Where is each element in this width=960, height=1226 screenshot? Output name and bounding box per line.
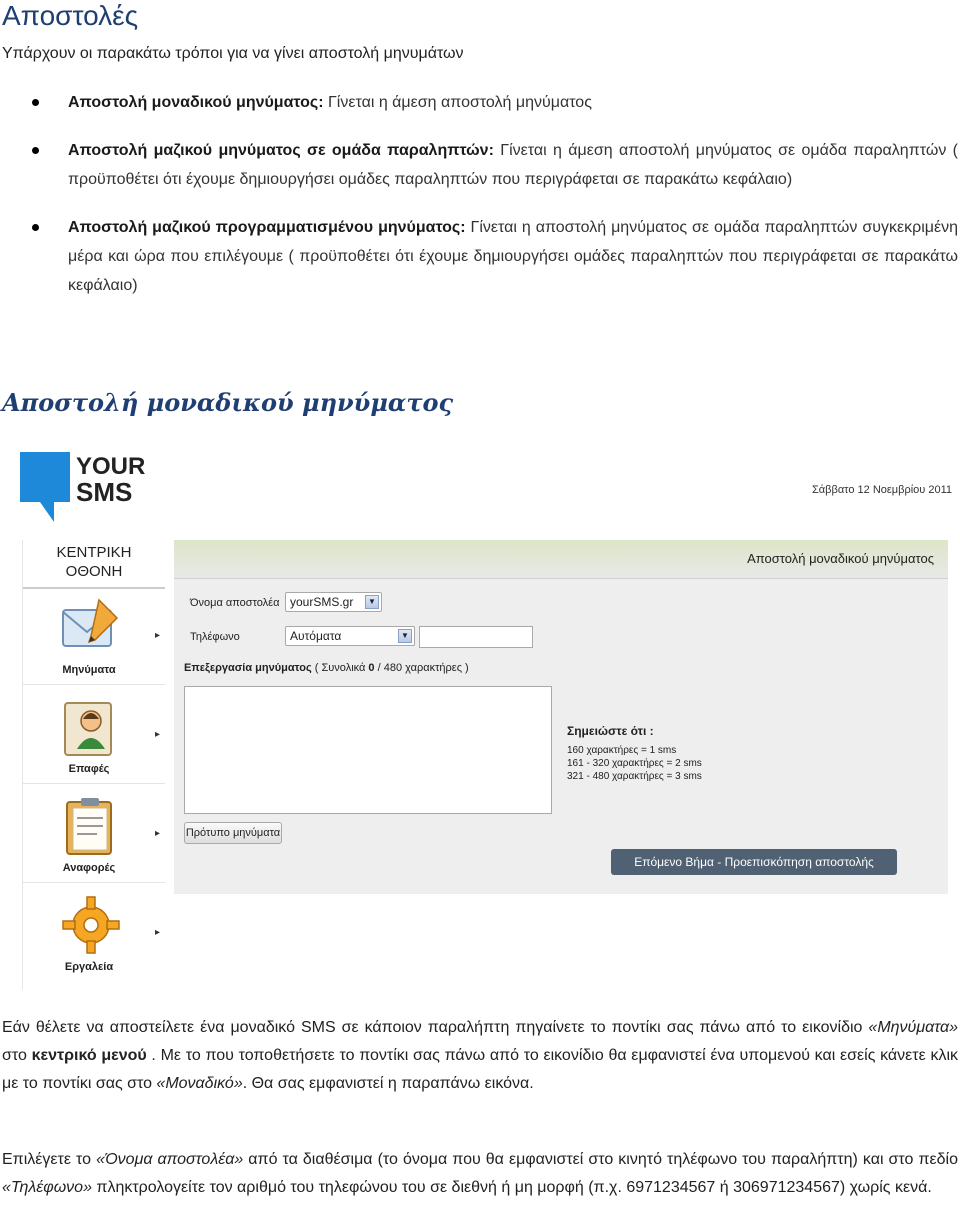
sidebar-item-label: Μηνύματα <box>62 664 116 676</box>
sidebar-item-label: Επαφές <box>68 763 110 775</box>
logo-bottom-text: SMS <box>76 477 133 507</box>
panel-header <box>174 540 948 579</box>
chevron-right-icon: ▸ <box>155 828 161 839</box>
note-line: 161 - 320 χαρακτήρες = 2 sms <box>567 758 702 769</box>
phone-number-input[interactable] <box>419 626 533 648</box>
list-item: Αποστολή μοναδικού μηνύματος: Γίνεται η άμεση αποστολή μηνύματος <box>0 88 960 117</box>
chevron-right-icon: ▸ <box>155 729 161 740</box>
chevron-right-icon: ▸ <box>155 927 161 938</box>
sender-label: Όνομα αποστολέα <box>190 597 280 609</box>
edit-message-label: Επεξεργασία μηνύματος ( Συνολικά 0 / 480 χαρακτήρες ) <box>184 662 469 674</box>
bullet-list <box>0 88 960 319</box>
sidebar-item-label: Εργαλεία <box>64 961 114 973</box>
panel-title: Αποστολή μοναδικού μηνύματος <box>747 551 934 566</box>
note-line: 160 χαρακτήρες = 1 sms <box>567 745 677 756</box>
sender-select[interactable]: yourSMS.gr ▼ <box>285 592 382 612</box>
note-line: 321 - 480 χαρακτήρες = 3 sms <box>567 771 702 782</box>
logo-top-text: YOUR <box>76 453 146 480</box>
next-step-button[interactable]: Επόμενο Βήμα - Προεπισκόπηση αποστολής <box>611 849 897 875</box>
sidebar-title: ΚΕΝΤΡΙΚΗ ΟΘΟΝΗ <box>23 540 165 589</box>
sidebar-item-messages[interactable] <box>23 586 165 685</box>
bullet-icon <box>32 224 39 231</box>
char-counter: 0 <box>368 662 375 674</box>
sidebar-item-reports[interactable] <box>23 784 165 883</box>
paragraph-2: Επιλέγετε το «Όνομα αποστολέα» από τα διαθέσιμα (το όνομα που θα εμφανιστεί στο κινητό τηλέφωνο του παραλήπτη) και στο πεδίο «Τηλέφωνο» πληκτρολογείτε τον αριθμό του τηλεφώνου του σε διεθνή ή μη μορφή (π.χ. 6971234567 ή 306971234567) χωρίς κενά. <box>2 1151 958 1196</box>
template-button[interactable]: Πρότυπο μηνύματα <box>184 822 282 844</box>
intro-text: Υπάρχουν οι παρακάτω τρόποι για να γίνει αποστολή μηνυμάτων <box>2 45 464 62</box>
contacts-icon <box>59 695 123 759</box>
messages-icon <box>59 596 123 660</box>
paragraph-1: Εάν θέλετε να αποστείλετε ένα μοναδικό SMS σε κάποιον παραλήπτη πηγαίνετε το ποντίκι σας πάνω από το εικονίδιο «Μηνύματα» στο κεντρικό μενού . Με το που τοποθετήσετε το ποντίκι σας πάνω από το εικονίδιο θα εμφανιστεί ένα υπομενού και εσείς κάνετε κλικ με το ποντίκι σας στο «Μοναδικό». Θα σας εμφανιστεί η παραπάνω εικόνα. <box>2 1019 959 1092</box>
section-subtitle: Αποστολή μοναδικού μηνύματος <box>2 388 454 417</box>
message-textarea[interactable] <box>184 686 552 814</box>
chevron-down-icon: ▼ <box>398 629 412 643</box>
notes-title: Σημειώστε ότι : <box>567 724 654 738</box>
chevron-right-icon: ▸ <box>155 630 161 641</box>
date-text: Σάββατο 12 Νοεμβρίου 2011 <box>812 484 953 496</box>
phone-label: Τηλέφωνο <box>190 631 240 643</box>
bullet-icon <box>32 147 39 154</box>
list-item: Αποστολή μαζικού προγραμματισμένου μηνύματος: Γίνεται η αποστολή μηνύματος σε ομάδα παραληπτών συγκεκριμένη μέρα και ώρα που επιλέγουμε ( προϋποθέτει ότι έχουμε δημιουργήσει ομάδες παραληπτών που περιγράφεται σε παρακάτω κεφάλαιο) <box>0 213 960 300</box>
page-title: Αποστολές <box>2 0 139 31</box>
phone-select[interactable]: Αυτόματα ▼ <box>285 626 415 646</box>
chevron-down-icon: ▼ <box>365 595 379 609</box>
tools-icon <box>59 893 123 957</box>
bullet-icon <box>32 99 39 106</box>
sidebar-item-label: Αναφορές <box>62 862 116 874</box>
list-item: Αποστολή μαζικού μηνύματος σε ομάδα παραληπτών: Γίνεται η άμεση αποστολή μηνύματος σε ομάδα παραληπτών ( προϋποθέτει ότι έχουμε δημιουργήσει ομάδες παραληπτών που περιγράφεται σε παρακάτω κεφάλαιο) <box>0 136 960 194</box>
sidebar-item-contacts[interactable] <box>23 685 165 784</box>
sidebar <box>22 540 165 990</box>
reports-icon <box>59 794 123 858</box>
logo-icon <box>20 452 180 522</box>
sidebar-item-tools[interactable] <box>23 883 165 981</box>
yoursms-logo <box>20 452 180 522</box>
